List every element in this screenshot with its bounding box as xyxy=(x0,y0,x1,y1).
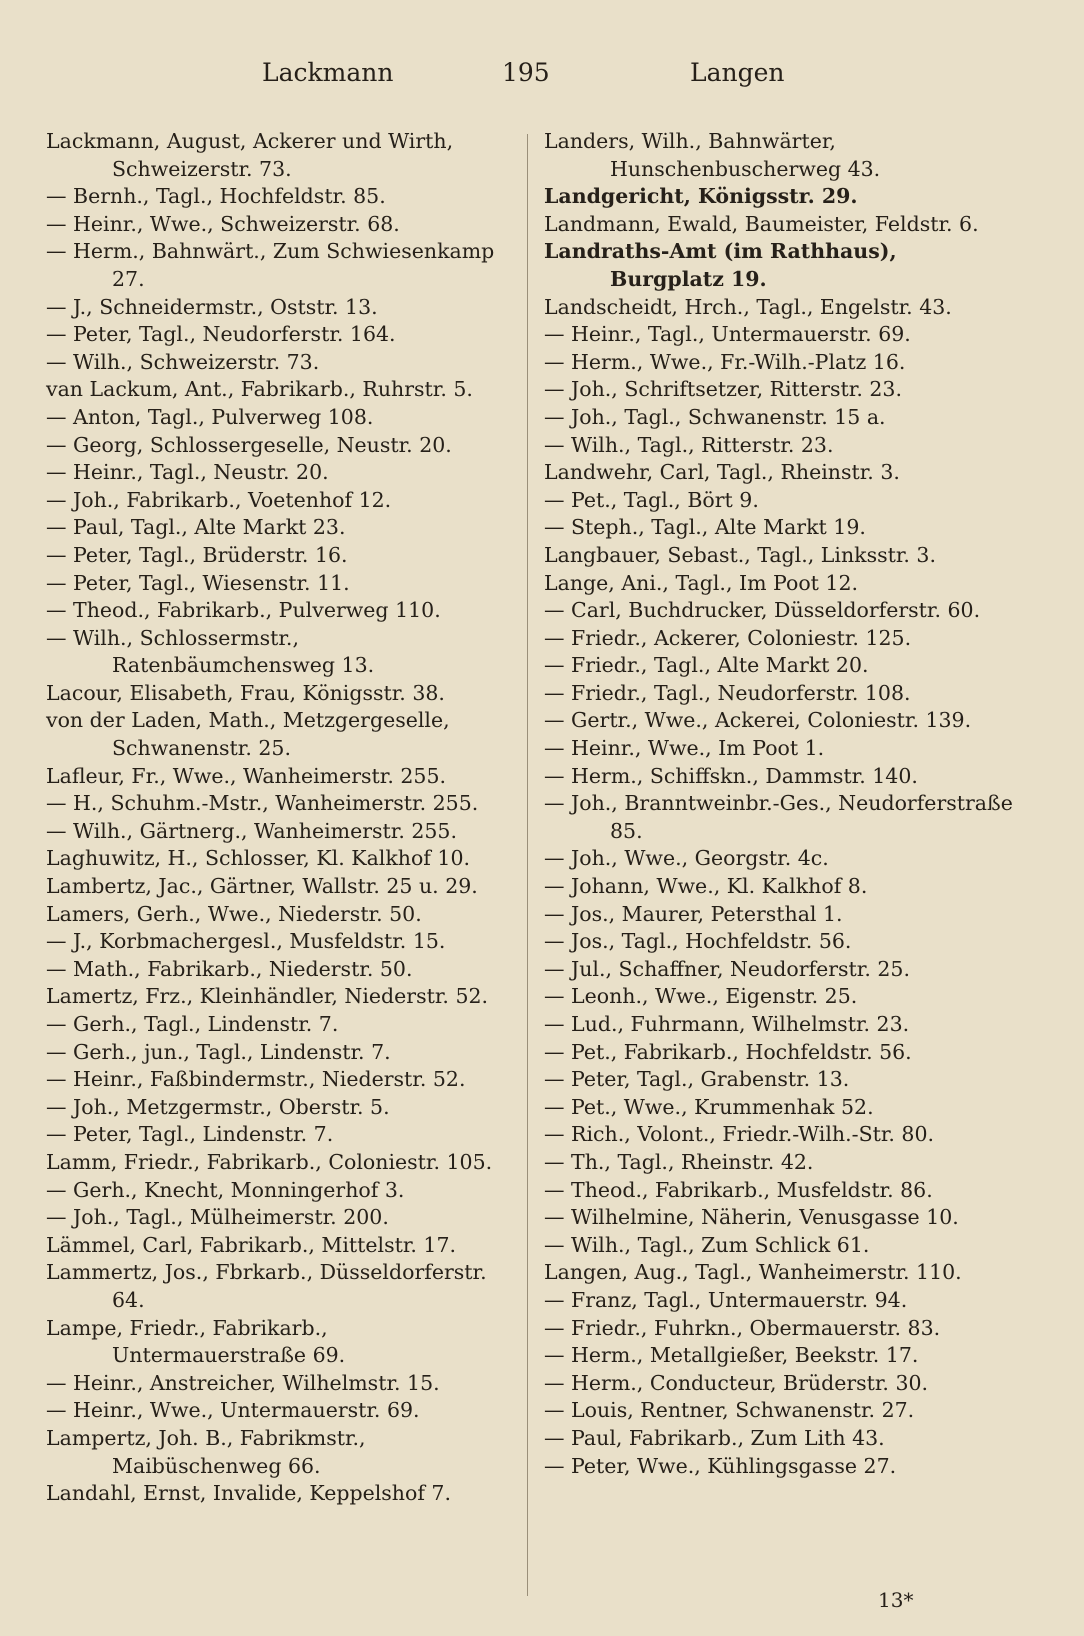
directory-entry: — Louis, Rentner, Schwanenstr. 27. xyxy=(544,1398,915,1423)
directory-entry: Landscheidt, Hrch., Tagl., Engelstr. 43. xyxy=(544,294,952,319)
directory-entry: Lafleur, Fr., Wwe., Wanheimerstr. 255. xyxy=(46,763,447,788)
directory-entry: — Pet., Wwe., Krummenhak 52. xyxy=(544,1094,874,1119)
directory-entry: — Peter, Tagl., Brüderstr. 16. xyxy=(46,542,348,567)
left-column xyxy=(46,128,516,1508)
directory-entry: — Heinr., Anstreicher, Wilhelmstr. 15. xyxy=(46,1370,440,1395)
directory-entry: — Peter, Tagl., Wiesenstr. 11. xyxy=(46,570,350,595)
directory-entry: — Wilhelmine, Näherin, Venusgasse 10. xyxy=(544,1205,959,1230)
directory-entry: — Jul., Schaffner, Neudorferstr. 25. xyxy=(544,956,910,981)
directory-entry: — Joh., Wwe., Georgstr. 4c. xyxy=(544,846,829,871)
header-left-keyword: Lackmann xyxy=(262,58,394,87)
directory-entry: — Gerh., jun., Tagl., Lindenstr. 7. xyxy=(46,1039,391,1064)
printer-signature: 13* xyxy=(878,1588,914,1612)
directory-entry: — Peter, Tagl., Grabenstr. 13. xyxy=(544,1067,850,1092)
directory-entry: van Lackum, Ant., Fabrikarb., Ruhrstr. 5. xyxy=(46,377,473,402)
directory-entry: — H., Schuhm.-Mstr., Wanheimerstr. 255. xyxy=(46,791,479,816)
directory-entry: Landahl, Ernst, Invalide, Keppelshof 7. xyxy=(46,1481,451,1506)
right-column xyxy=(544,128,1014,1480)
directory-entry: Langbauer, Sebast., Tagl., Linksstr. 3. xyxy=(544,542,936,567)
directory-entry: von der Laden, Math., Metzgergeselle, Schwanenstr. 25. xyxy=(46,708,450,761)
directory-entry: — Herm., Metallgießer, Beekstr. 17. xyxy=(544,1343,919,1368)
directory-entry: — Johann, Wwe., Kl. Kalkhof 8. xyxy=(544,874,868,899)
directory-entry: Landgericht, Königsstr. 29. xyxy=(544,184,858,209)
page-header xyxy=(0,58,1084,102)
directory-entry: — Heinr., Wwe., Schweizerstr. 68. xyxy=(46,211,400,236)
directory-entry: — Georg, Schlossergeselle, Neustr. 20. xyxy=(46,432,452,457)
page-number: 195 xyxy=(502,58,550,87)
directory-entry: Langen, Aug., Tagl., Wanheimerstr. 110. xyxy=(544,1260,962,1285)
directory-entry: — Heinr., Wwe., Untermauerstr. 69. xyxy=(46,1398,420,1423)
directory-entry: — Peter, Tagl., Lindenstr. 7. xyxy=(46,1122,334,1147)
directory-entry: — Friedr., Fuhrkn., Obermauerstr. 83. xyxy=(544,1315,941,1340)
directory-entry: — Joh., Tagl., Schwanenstr. 15 a. xyxy=(544,404,886,429)
directory-entry: — Joh., Tagl., Mülheimerstr. 200. xyxy=(46,1205,389,1230)
directory-entry: — Jos., Tagl., Hochfeldstr. 56. xyxy=(544,929,852,954)
directory-entry: — Friedr., Ackerer, Coloniestr. 125. xyxy=(544,625,912,650)
directory-entry: — Th., Tagl., Rheinstr. 42. xyxy=(544,1149,814,1174)
directory-entry: Lampe, Friedr., Fabrikarb., Untermauerstraße 69. xyxy=(46,1315,346,1368)
directory-entry: — Joh., Metzgermstr., Oberstr. 5. xyxy=(46,1094,390,1119)
directory-entry: — Carl, Buchdrucker, Düsseldorferstr. 60. xyxy=(544,598,981,623)
directory-entry: Landers, Wilh., Bahnwärter, Hunschenbuscherweg 43. xyxy=(544,129,881,181)
directory-entry: — Bernh., Tagl., Hochfeldstr. 85. xyxy=(46,184,386,209)
directory-entry: — Leonh., Wwe., Eigenstr. 25. xyxy=(544,984,858,1009)
directory-entry: Lamertz, Frz., Kleinhändler, Niederstr. 52. xyxy=(46,984,489,1009)
directory-entry: — Joh., Branntweinbr.-Ges., Neudorferstraße 85. xyxy=(544,791,1013,843)
directory-entry: — Herm., Conducteur, Brüderstr. 30. xyxy=(544,1370,929,1395)
directory-entry: Lange, Ani., Tagl., Im Poot 12. xyxy=(544,570,859,595)
directory-entry: — J., Korbmachergesl., Musfeldstr. 15. xyxy=(46,929,446,954)
directory-entry: — Theod., Fabrikarb., Musfeldstr. 86. xyxy=(544,1177,933,1202)
header-right-keyword: Langen xyxy=(690,58,785,87)
directory-entry: — Herm., Bahnwärt., Zum Schwiesenkamp 27. xyxy=(46,239,495,291)
directory-entry: — Wilh., Tagl., Ritterstr. 23. xyxy=(544,432,834,457)
directory-entry: — Wilh., Tagl., Zum Schlick 61. xyxy=(544,1232,870,1257)
directory-entry: Laghuwitz, H., Schlosser, Kl. Kalkhof 10. xyxy=(46,846,471,871)
directory-entry: Landmann, Ewald, Baumeister, Feldstr. 6. xyxy=(544,211,979,236)
directory-entry: — Heinr., Wwe., Im Poot 1. xyxy=(544,736,825,761)
directory-entry: Lackmann, August, Ackerer und Wirth, Schweizerstr. 73. xyxy=(46,129,454,181)
directory-entry: — Friedr., Tagl., Alte Markt 20. xyxy=(544,653,869,678)
directory-entry: — Gerh., Knecht, Monningerhof 3. xyxy=(46,1177,405,1202)
directory-entry: — Gertr., Wwe., Ackerei, Coloniestr. 139. xyxy=(544,708,972,733)
directory-entry: — J., Schneidermstr., Oststr. 13. xyxy=(46,294,378,319)
directory-entry: — Friedr., Tagl., Neudorferstr. 108. xyxy=(544,680,911,705)
directory-entry: — Wilh., Schlossermstr., Ratenbäumchensweg 13. xyxy=(46,625,375,678)
directory-entry: — Peter, Tagl., Neudorferstr. 164. xyxy=(46,322,396,347)
directory-entry: Lämmel, Carl, Fabrikarb., Mittelstr. 17. xyxy=(46,1232,457,1257)
directory-entry: — Paul, Tagl., Alte Markt 23. xyxy=(46,515,346,540)
directory-entry: Landraths-Amt (im Rathhaus), Burgplatz 19. xyxy=(544,239,897,291)
directory-entry: — Franz, Tagl., Untermauerstr. 94. xyxy=(544,1287,908,1312)
directory-entry: — Heinr., Tagl., Neustr. 20. xyxy=(46,460,329,485)
directory-entry: — Joh., Schriftsetzer, Ritterstr. 23. xyxy=(544,377,902,402)
directory-entry: — Heinr., Faßbindermstr., Niederstr. 52. xyxy=(46,1067,466,1092)
directory-entry: — Gerh., Tagl., Lindenstr. 7. xyxy=(46,1012,339,1036)
directory-entry: Lamm, Friedr., Fabrikarb., Coloniestr. 105. xyxy=(46,1149,493,1174)
directory-entry: — Pet., Fabrikarb., Hochfeldstr. 56. xyxy=(544,1039,912,1064)
directory-entry: — Herm., Schiffskn., Dammstr. 140. xyxy=(544,763,918,788)
directory-entry: — Jos., Maurer, Petersthal 1. xyxy=(544,901,843,926)
directory-entry: — Herm., Wwe., Fr.-Wilh.-Platz 16. xyxy=(544,349,906,374)
directory-entry: — Wilh., Gärtnerg., Wanheimerstr. 255. xyxy=(46,818,457,843)
column-divider xyxy=(527,134,528,1596)
directory-entry: — Heinr., Tagl., Untermauerstr. 69. xyxy=(544,322,911,347)
directory-entry: — Joh., Fabrikarb., Voetenhof 12. xyxy=(46,487,392,512)
directory-entry: — Lud., Fuhrmann, Wilhelmstr. 23. xyxy=(544,1012,910,1036)
directory-entry: — Anton, Tagl., Pulverweg 108. xyxy=(46,404,374,429)
directory-entry: Lambertz, Jac., Gärtner, Wallstr. 25 u. 29. xyxy=(46,874,478,899)
directory-entry: — Math., Fabrikarb., Niederstr. 50. xyxy=(46,956,413,981)
directory-entry: Landwehr, Carl, Tagl., Rheinstr. 3. xyxy=(544,460,900,485)
directory-entry: Lampertz, Joh. B., Fabrikmstr., Maibüschenweg 66. xyxy=(46,1425,366,1478)
directory-entry: — Steph., Tagl., Alte Markt 19. xyxy=(544,515,866,540)
directory-entry: Lamers, Gerh., Wwe., Niederstr. 50. xyxy=(46,901,422,926)
directory-entry: — Theod., Fabrikarb., Pulverweg 110. xyxy=(46,598,441,623)
directory-entry: — Wilh., Schweizerstr. 73. xyxy=(46,349,320,374)
directory-entry: Lacour, Elisabeth, Frau, Königsstr. 38. xyxy=(46,680,445,705)
directory-entry: — Pet., Tagl., Bört 9. xyxy=(544,487,759,512)
directory-entry: Lammertz, Jos., Fbrkarb., Düsseldorferstr. 64. xyxy=(46,1260,487,1312)
directory-entry: — Rich., Volont., Friedr.-Wilh.-Str. 80. xyxy=(544,1122,935,1147)
directory-entry: — Peter, Wwe., Kühlingsgasse 27. xyxy=(544,1453,897,1478)
directory-entry: — Paul, Fabrikarb., Zum Lith 43. xyxy=(544,1425,885,1450)
